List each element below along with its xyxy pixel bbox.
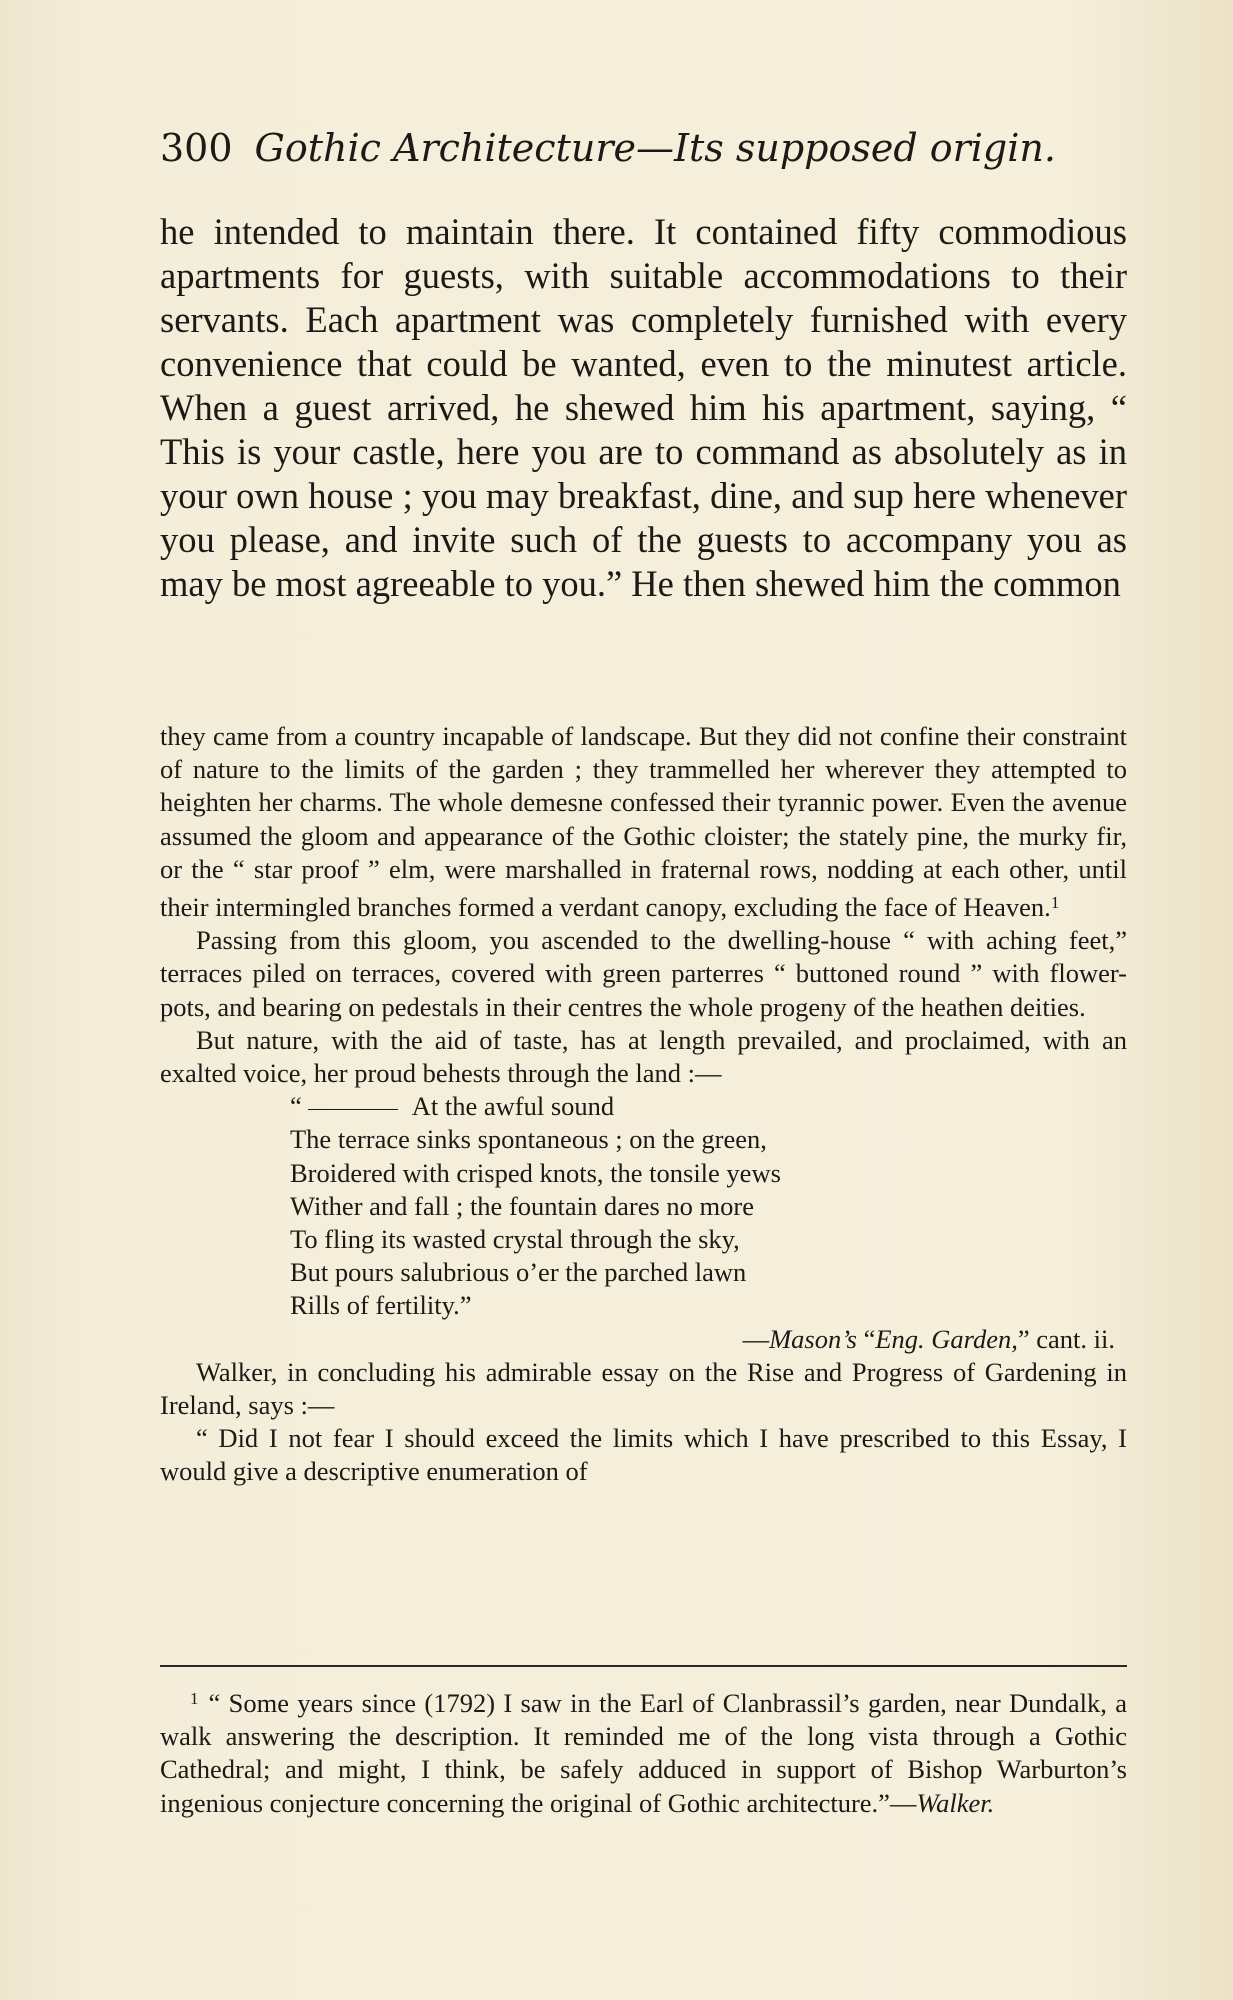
poem-line-6: But pours salubrious o’er the parched lawn	[290, 1257, 747, 1288]
block-paragraph-4: Walker, in concluding his admirable essay on the Rise and Progress of Gardening in Ireland, says :—	[160, 1356, 1127, 1421]
poem-quotation	[290, 1090, 1127, 1322]
citation-dash: —	[742, 1323, 770, 1354]
footnote-attribution: Walker.	[916, 1787, 995, 1818]
citation-close: ” cant. ii.	[1017, 1323, 1115, 1354]
footnote-paragraph	[160, 1682, 1127, 1820]
poem-line-7: Rills of fertility.”	[290, 1290, 472, 1321]
poem-open-quote: “	[290, 1091, 302, 1122]
poem-line-5: To fling its wasted crystal through the sky,	[290, 1224, 740, 1255]
footnote	[160, 1682, 1127, 1820]
small-print-block	[160, 720, 1127, 1489]
main-text	[160, 210, 1127, 606]
citation-open-quote: “	[856, 1323, 876, 1354]
citation-work: Eng. Garden,	[875, 1323, 1018, 1354]
poem-line-1-text: At the awful sound	[411, 1091, 615, 1122]
poem-line-1	[290, 1090, 1127, 1123]
block-paragraph-1-text: they came from a country incapable of landscape. But they did not confine their constraint of nature to the limits of the garden ; they trammelled her wherever they attempted to heighten her charms. The whole demesne confessed their tyrannic power. Even the avenue assumed the gloom and appearance of the Gothic cloister; the stately pine, the murky fir, or the “ star proof ” elm, were marshalled in fraternal rows, nodding at each other, until their intermingled branches formed a verdant canopy, excluding the face of Heaven.	[160, 721, 1127, 923]
running-title: Gothic Architecture—Its supposed origin.	[254, 126, 1056, 170]
footnote-marker: 1	[190, 1689, 199, 1708]
footnote-divider	[160, 1665, 1127, 1667]
poem-line-2: The terrace sinks spontaneous ; on the green,	[290, 1124, 767, 1155]
poem-dash	[308, 1109, 398, 1110]
block-paragraph-3: But nature, with the aid of taste, has at length prevailed, and proclaimed, with an exalted voice, her proud behests through the land :—	[160, 1024, 1127, 1089]
page-number: 300	[160, 126, 233, 170]
block-paragraph-1	[160, 720, 1127, 924]
page-header	[160, 120, 1100, 176]
poem-line-4: Wither and fall ; the fountain dares no more	[290, 1190, 754, 1221]
poem-line-3: Broidered with crisped knots, the tonsile yews	[290, 1157, 781, 1188]
footnote-reference: 1	[1050, 893, 1060, 913]
poem-citation	[160, 1323, 1127, 1356]
footnote-text: “ Some years since (1792) I saw in the Earl of Clanbrassil’s garden, near Dundalk, a walk answering the description. It reminded me of the long vista through a Gothic Cathedral; and might, I think, be safely adduced in support of Bishop Warburton’s ingenious conjecture concerning the original of Gothic architecture.”—	[160, 1688, 1127, 1818]
main-paragraph: he intended to maintain there. It contained fifty commodious apartments for guests, with suitable accommodations to their servants. Each apartment was completely furnished with every convenience that could be wanted, even to the minutest article. When a guest arrived, he shewed him his apartment, saying, “ This is your castle, here you are to command as absolutely as in your own house ; you may breakfast, dine, and sup here whenever you please, and invite such of the guests to accompany you as may be most agreeable to you.” He then shewed him the common	[160, 211, 1127, 604]
citation-author: Mason’s	[769, 1323, 857, 1354]
block-paragraph-2: Passing from this gloom, you ascended to the dwelling-house “ with aching feet,” terraces piled on terraces, covered with green parterres “ buttoned round ” with flower-pots, and bearing on pedestals in their centres the whole progeny of the heathen deities.	[160, 925, 1127, 1022]
block-paragraph-5: “ Did I not fear I should exceed the limits which I have prescribed to this Essay, I would give a descriptive enumeration of	[160, 1423, 1127, 1487]
